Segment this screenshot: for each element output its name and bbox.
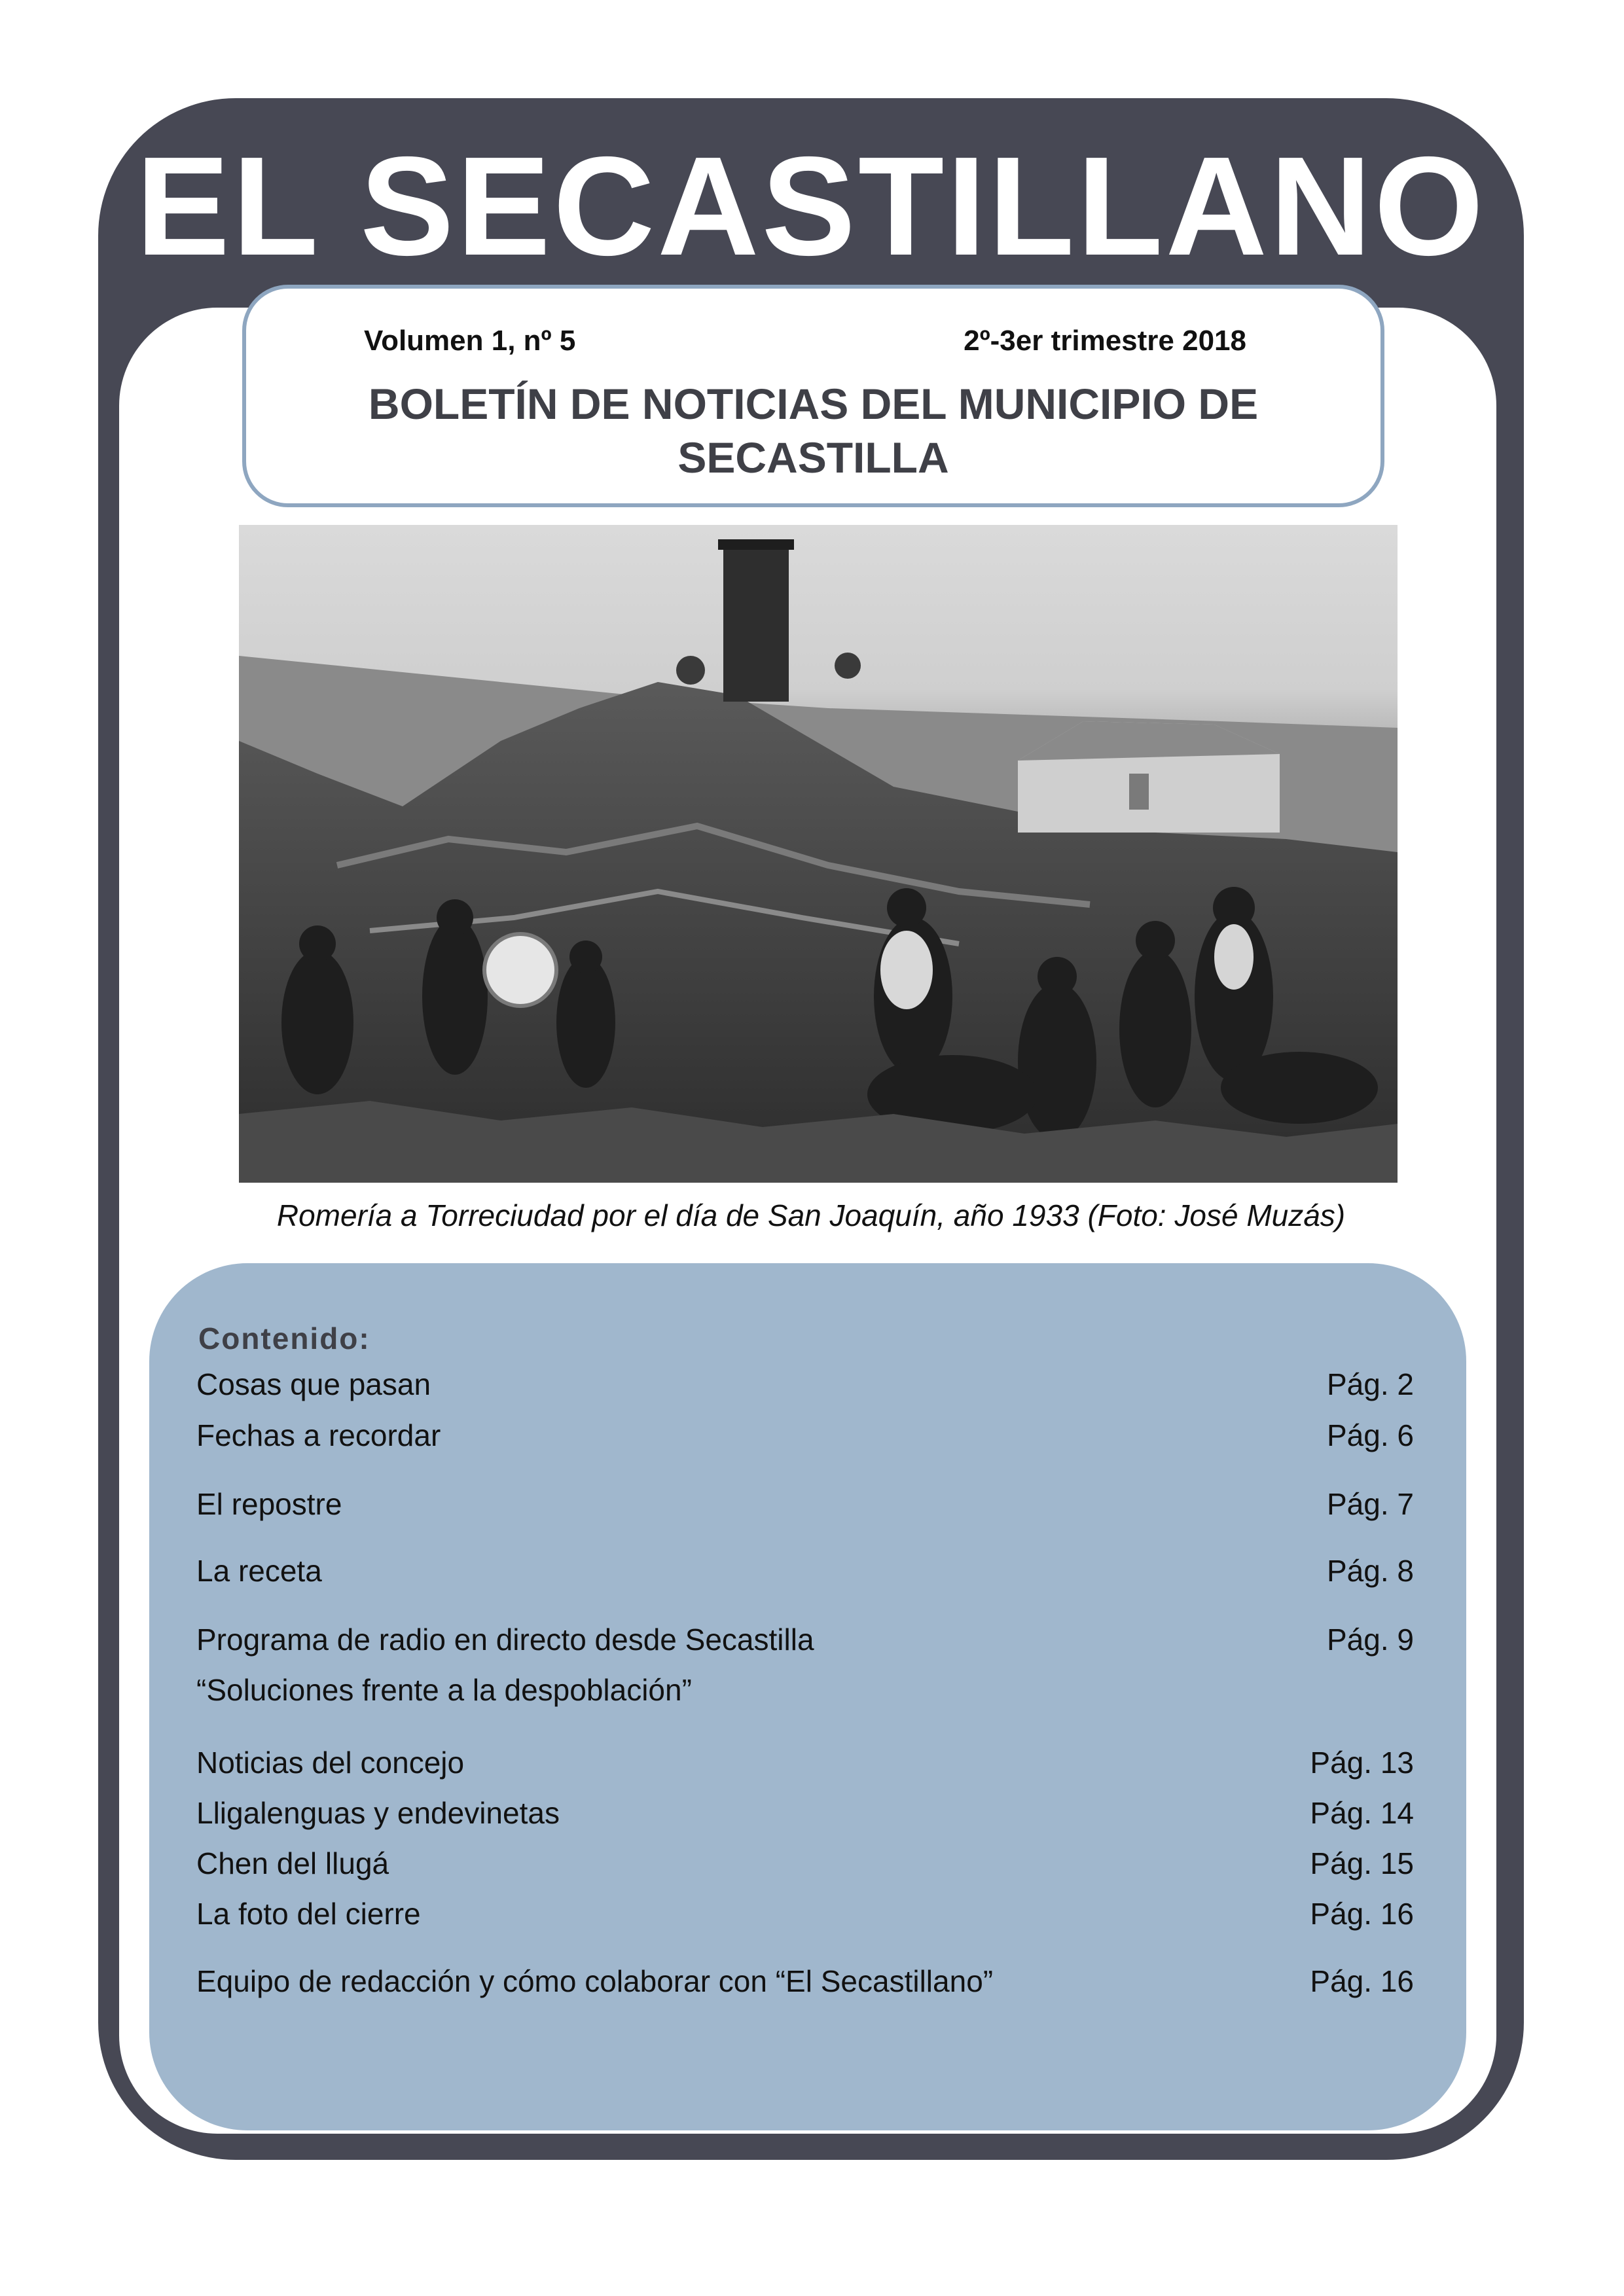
toc-item[interactable] [196,1553,1414,1590]
issue-period: 2º-3er trimestre 2018 [964,325,1246,357]
toc-item-label: Noticias del concejo [196,1746,465,1780]
contents-panel [149,1263,1466,2130]
toc-item[interactable] [196,1418,1414,1454]
issue-header-box [242,285,1384,507]
toc-item-label: Programa de radio en directo desde Secastilla [196,1623,814,1657]
toc-item[interactable] [196,1367,1414,1403]
toc-item[interactable] [196,1795,1414,1832]
masthead-title: EL SECASTILLANO [135,127,1487,285]
toc-item-page: Pág. 16 [1310,1964,1414,1998]
toc-item[interactable] [196,1622,1414,1659]
cover-photo [239,525,1398,1183]
toc-item[interactable] [196,1745,1414,1782]
toc-item-page: Pág. 6 [1327,1418,1414,1452]
toc-item[interactable] [196,1896,1414,1933]
toc-item-page: Pág. 9 [1327,1623,1414,1657]
toc-item-label: Equipo de redacción y cómo colaborar con “El Secastillano” [196,1964,994,1998]
toc-item-page: Pág. 8 [1327,1554,1414,1588]
toc-item[interactable] [196,1846,1414,1882]
toc-item-label: Lligalenguas y endevinetas [196,1796,560,1830]
volume-number: Volumen 1, nº 5 [364,325,576,357]
toc-item-label: El repostre [196,1487,342,1521]
toc-item-label: “Soluciones frente a la despoblación” [196,1673,692,1707]
toc-item[interactable] [196,1672,1414,1709]
toc-item-page: Pág. 7 [1327,1487,1414,1521]
toc-item-page: Pág. 14 [1310,1796,1414,1830]
toc-item-page: Pág. 2 [1327,1367,1414,1401]
toc-item[interactable] [196,1964,1414,2000]
bulletin-title: BOLETÍN DE NOTICIAS DEL MUNICIPIO DE SECASTILLA [368,380,1259,482]
photo-caption: Romería a Torreciudad por el día de San Joaquín, año 1933 (Foto: José Muzás) [276,1198,1346,1232]
toc-item-label: Cosas que pasan [196,1367,431,1401]
toc-item[interactable] [196,1486,1414,1523]
toc-item-page: Pág. 13 [1310,1746,1414,1780]
toc-item-label: La receta [196,1554,322,1588]
cover-photo-illustration [239,525,1398,1183]
toc-item-label: Chen del llugá [196,1846,389,1880]
contents-heading: Contenido: [198,1321,370,1355]
toc-item-page: Pág. 15 [1310,1846,1414,1880]
toc-item-page: Pág. 16 [1310,1897,1414,1931]
toc-item-label: La foto del cierre [196,1897,421,1931]
toc-item-label: Fechas a recordar [196,1418,441,1452]
